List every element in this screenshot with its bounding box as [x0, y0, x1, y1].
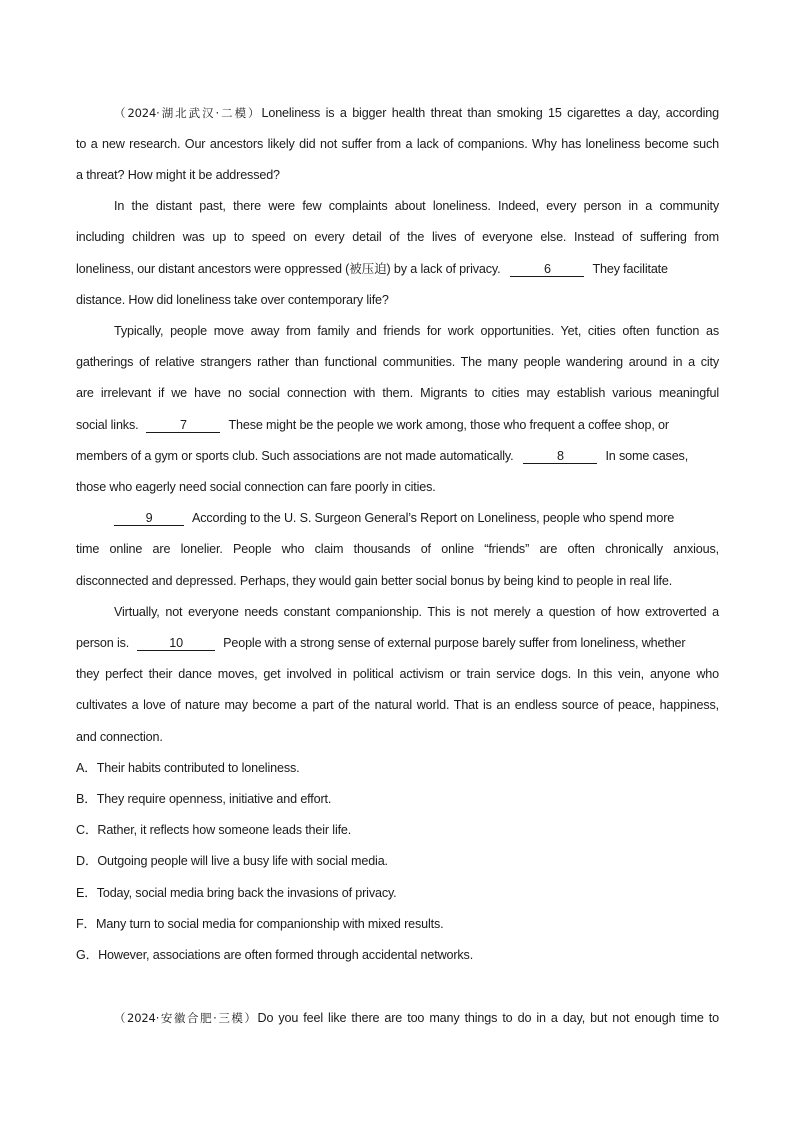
blank-7[interactable]: 7 — [146, 418, 220, 433]
source-tag: （2024·湖北武汉·二模） — [114, 106, 262, 120]
paragraph-line: （2024·安徽合肥·三模）Do you feel like there are too many things to do in a day, but not enough time to — [114, 1011, 719, 1025]
blank-10[interactable]: 10 — [137, 636, 215, 651]
source-tag: （2024·安徽合肥·三模） — [114, 1011, 258, 1025]
blank-8[interactable]: 8 — [523, 449, 597, 464]
option-c: C．Rather, it reflects how someone leads their life. — [76, 823, 352, 837]
paragraph-line: to a new research. Our ancestors likely did not suffer from a lack of companions. Why has loneliness become such — [76, 137, 719, 151]
paragraph-line: they perfect their dance moves, get involved in political activism or train service dogs. In this vein, anyone who — [76, 667, 719, 681]
paragraph-line: members of a gym or sports club. Such associations are not made automatically. 8 In some cases, — [76, 449, 689, 463]
paragraph-line: including children was up to speed on every detail of the lives of everyone else. Instead of suffering from — [76, 230, 719, 244]
paragraph-line: loneliness, our distant ancestors were oppressed (被压迫) by a lack of privacy. 6 They facilitate — [76, 262, 668, 276]
option-d: D．Outgoing people will live a busy life with social media. — [76, 854, 388, 868]
option-g: G．However, associations are often formed through accidental networks. — [76, 948, 474, 962]
paragraph-line: Virtually, not everyone needs constant companionship. This is not merely a question of how extroverted a — [114, 605, 719, 619]
paragraph-line: person is. 10 People with a strong sense of external purpose barely suffer from loneliness, whether — [76, 636, 686, 650]
paragraph-line: cultivates a love of nature may become a part of the natural world. That is an endless source of peace, happiness, — [76, 698, 719, 712]
paragraph-line: social links. 7 These might be the people we work among, those who frequent a coffee shop, or — [76, 418, 669, 432]
paragraph-line: are irrelevant if we have no social connection with them. Migrants to cities may establish various meaningful — [76, 386, 719, 400]
paragraph-line: those who eagerly need social connection can fare poorly in cities. — [76, 480, 436, 494]
option-f: F．Many turn to social media for companionship with mixed results. — [76, 917, 444, 931]
blank-9[interactable]: 9 — [114, 511, 184, 526]
option-a: A．Their habits contributed to loneliness. — [76, 761, 300, 775]
paragraph-line: and connection. — [76, 730, 163, 744]
paragraph-line: a threat? How might it be addressed? — [76, 168, 280, 182]
paragraph-line: Typically, people move away from family and friends for work opportunities. Yet, cities often function as — [114, 324, 719, 338]
option-e: E．Today, social media bring back the invasions of privacy. — [76, 886, 397, 900]
option-b: B．They require openness, initiative and effort. — [76, 792, 332, 806]
paragraph-line: 9 According to the U. S. Surgeon General’s Report on Loneliness, people who spend more — [114, 509, 719, 527]
paragraph-line: time online are lonelier. People who claim thousands of online “friends” are often chronically anxious, — [76, 542, 719, 556]
paragraph-line: distance. How did loneliness take over contemporary life? — [76, 293, 389, 307]
paragraph-line: disconnected and depressed. Perhaps, they would gain better social bonus by being kind to people in real life. — [76, 574, 673, 588]
paragraph-line: gatherings of relative strangers rather than functional communities. The many people wandering around in a city — [76, 355, 719, 369]
blank-6[interactable]: 6 — [510, 262, 584, 277]
paragraph-line: （2024·湖北武汉·二模）Loneliness is a bigger health threat than smoking 15 cigarettes a day, according — [114, 106, 719, 120]
paragraph-line: In the distant past, there were few complaints about loneliness. Indeed, every person in a community — [114, 199, 719, 213]
